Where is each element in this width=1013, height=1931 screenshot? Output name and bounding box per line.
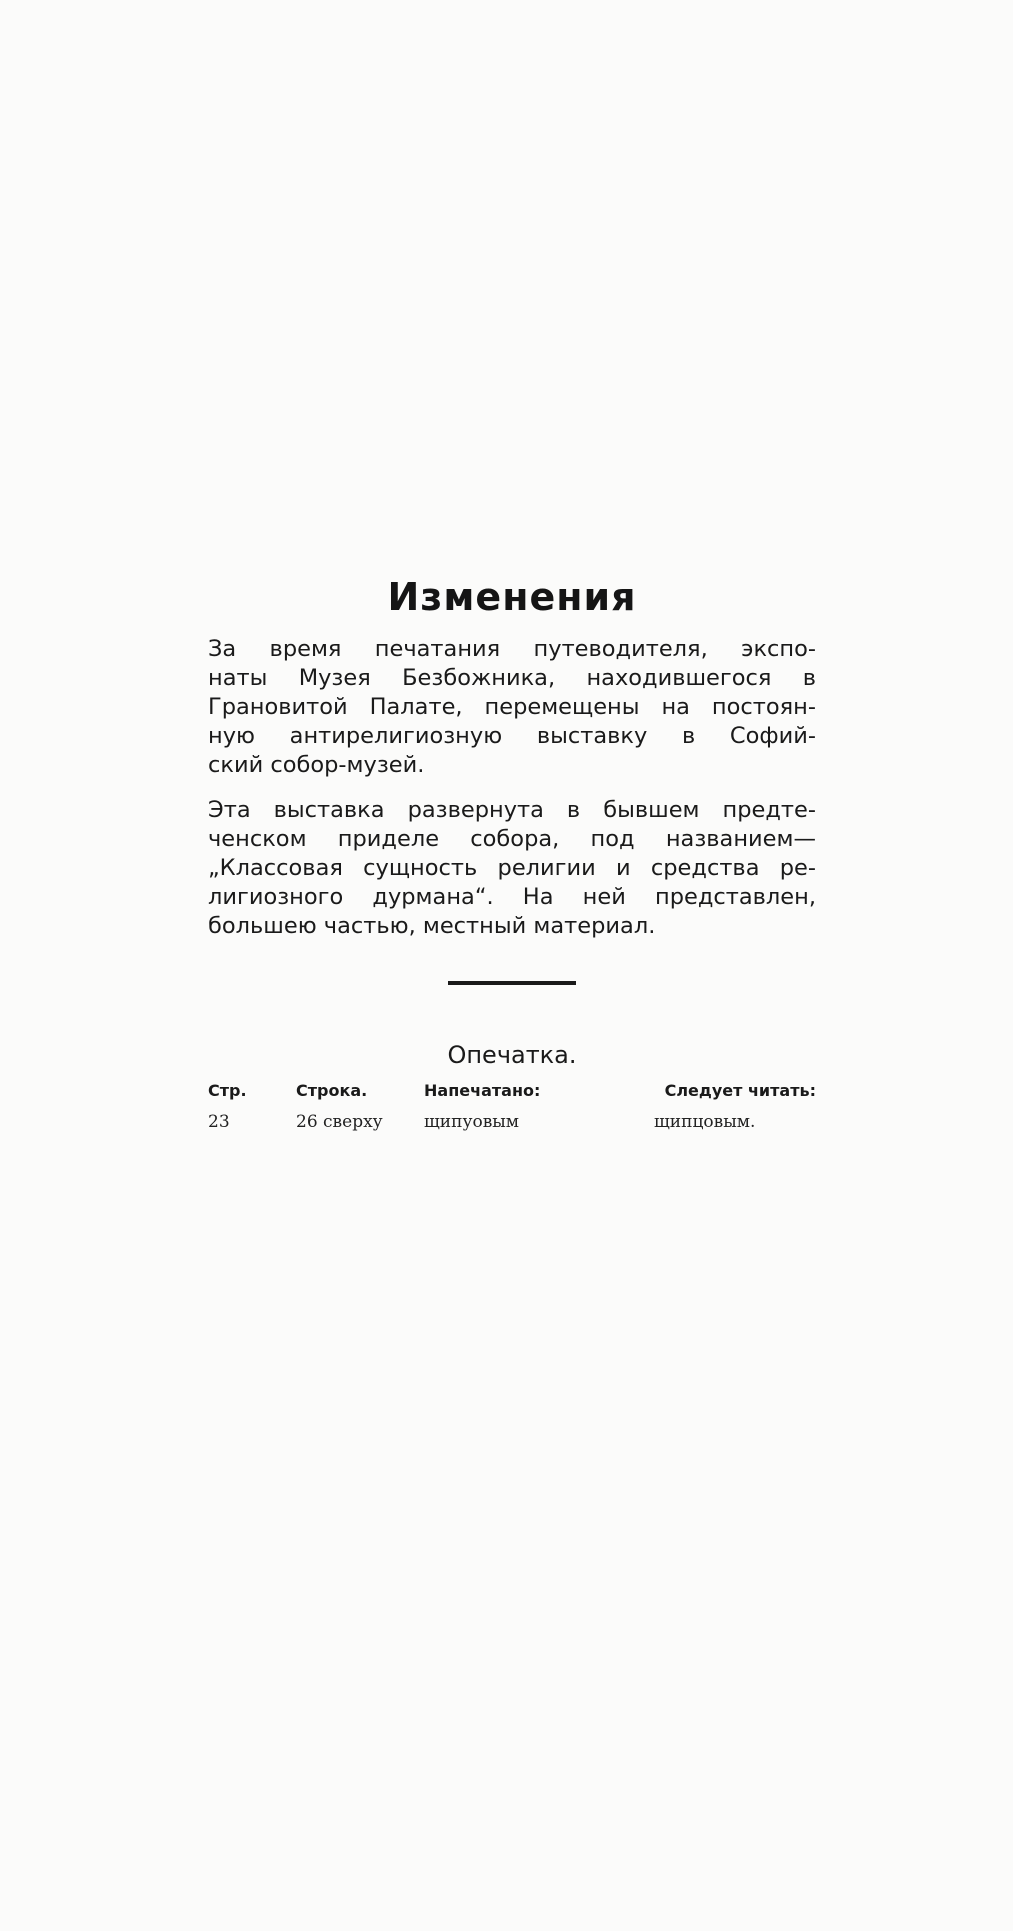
paragraph-line: „Классовая сущность религии и средства ре- — [208, 855, 816, 881]
paragraph-line: За время печатания путеводителя, экспо- — [208, 636, 816, 662]
paragraph-line: большею частью, местный материал. — [208, 913, 656, 939]
paragraph-line: наты Музея Безбожника, находившегося в — [208, 665, 816, 691]
errata-table — [208, 1081, 816, 1132]
section-divider — [448, 981, 576, 985]
paragraph-line: лигиозного дурмана“. На ней представлен, — [208, 884, 816, 910]
cell-printed: щипуовым — [424, 1112, 520, 1132]
paragraph-2 — [208, 796, 816, 941]
page-title: Изменения — [387, 575, 637, 619]
col-header-should-read: Следует читать: — [664, 1081, 816, 1100]
errata-header-row — [208, 1081, 816, 1112]
col-header-printed: Напечатано: — [424, 1081, 541, 1100]
paragraph-line: Эта выставка развернута в бывшем предте- — [208, 797, 816, 823]
paragraph-line: ченском приделе собора, под названием— — [208, 826, 816, 852]
paragraph-line: ский собор-музей. — [208, 752, 425, 778]
col-header-page: Стр. — [208, 1081, 247, 1100]
col-header-line: Строка. — [296, 1081, 368, 1100]
document-page — [208, 575, 816, 1132]
paragraph-1 — [208, 635, 816, 780]
cell-line: 26 сверху — [296, 1112, 383, 1132]
erratum-title: Опечатка. — [447, 1041, 577, 1069]
cell-page: 23 — [208, 1112, 230, 1132]
table-row — [208, 1112, 816, 1132]
paragraph-line: Грановитой Палате, перемещены на постоян- — [208, 694, 816, 720]
paragraph-line: ную антирелигиозную выставку в Софий- — [208, 723, 816, 749]
cell-should-read: щипцовым. — [654, 1112, 756, 1132]
